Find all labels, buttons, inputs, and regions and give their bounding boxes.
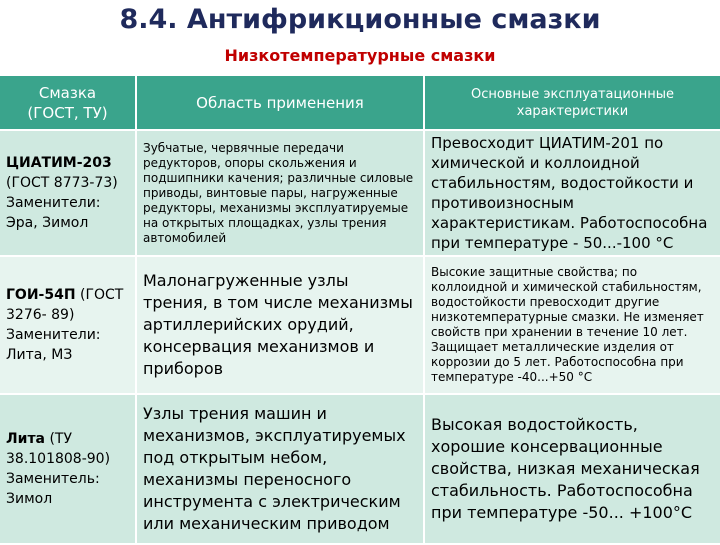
slide-title: 8.4. Антифрикционные смазки: [119, 4, 601, 35]
lubricant-cell: [0, 130, 136, 256]
replacement-label: Заменители:: [6, 327, 101, 343]
lubricant-cell: [0, 256, 136, 394]
lubricant-spec: (ГОСТ 8773-73): [6, 175, 118, 191]
lubricant-spec: (ГОСТ 3276- 89): [6, 287, 124, 323]
application-cell: Узлы трения машин и механизмов, эксплуатируемых под открытым небом, механизмы переносного инструмента с электрическим или механическим приводом: [136, 394, 424, 544]
table-row: [0, 256, 720, 394]
replacements: Эра, Зимол: [6, 215, 89, 231]
header-characteristics-line1: Основные эксплуатационные: [470, 86, 675, 102]
application-cell: Зубчатые, червячные передачи редукторов, опоры скольжения и подшипники качения; различные силовые приводы, винтовые пары, нагруженные редукторы, механизмы эксплуатируемые на открытых площадках, узлы трения автомобилей: [136, 130, 424, 256]
header-characteristics-line2: характеристики: [516, 103, 629, 119]
characteristics-cell: Высокие защитные свойства; по коллоидной и химической стабильностям, водостойкости превосходит другие низкотемпературные смазки. Не изменяет свойств при хранении в течение 10 лет. Защищает металлические изделия от коррозии до 5 лет. Работоспособна при температуре -40...+50 °С: [424, 256, 720, 394]
lubricants-table: [0, 76, 720, 545]
lubricant-name: ГОИ-54П: [6, 287, 76, 303]
table-row: [0, 394, 720, 544]
lubricant-spec: (ТУ 38.101808-90): [6, 431, 111, 467]
table-row: [0, 130, 720, 256]
slide-subtitle: Низкотемпературные смазки: [224, 46, 496, 65]
header-lubricant-line1: Смазка: [38, 83, 97, 102]
replacement-label: Заменитель:: [6, 471, 100, 487]
header-application: Область применения: [136, 76, 424, 130]
header-lubricant-line2: (ГОСТ, ТУ): [27, 103, 108, 122]
characteristics-cell: Превосходит ЦИАТИМ-201 по химической и коллоидной стабильностям, водостойкости и противоизносным характеристикам. Работоспособна при температуре - 50...-100 °С: [424, 130, 720, 256]
replacements: Лита, МЗ: [6, 347, 73, 363]
application-cell: Малонагруженные узлы трения, в том числе механизмы артиллерийских орудий, консервация механизмов и приборов: [136, 256, 424, 394]
characteristics-cell: Высокая водостойкость, хорошие консервационные свойства, низкая механическая стабильность. Работоспособна при температуре -50... +100°С: [424, 394, 720, 544]
lubricant-name: ЦИАТИМ-203: [6, 155, 112, 171]
lubricant-cell: [0, 394, 136, 544]
header-lubricant: [0, 76, 136, 130]
header-characteristics: [424, 76, 720, 130]
replacement-label: Заменители:: [6, 195, 101, 211]
lubricant-name: Лита: [6, 431, 45, 447]
table-header-row: [0, 76, 720, 130]
replacements: Зимол: [6, 491, 53, 507]
